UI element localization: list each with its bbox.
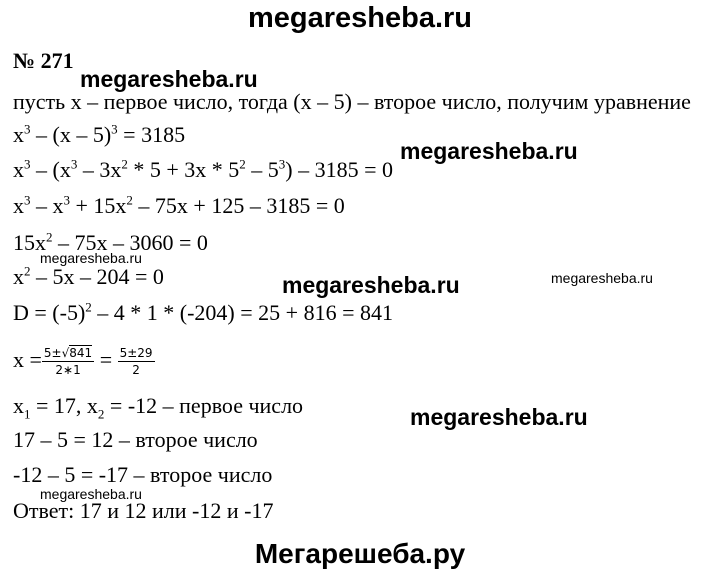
line-simplify: $x^3 - x^3 + 15x^2 - 75x + 125 - 3185 = 0$ — [13, 192, 345, 218]
line-roots-formula: x = $\frac{5\pm√841}{2∗1}$ = $\frac{5\pm 29}{2}$ — [13, 346, 153, 378]
line-answer: Ответ: 17 и 12 или -12 и -17 — [13, 498, 274, 523]
line-quadratic: $15x^2 - 75x - 3060 = 0$ — [13, 229, 208, 255]
line-discriminant: $D = (-5)^2 - 4 * 1 * (-204) = 25 + 816 = 841$ — [13, 299, 393, 325]
fraction-2: $\frac{5\pm 29}{2}$ — [119, 346, 153, 378]
line-equation: $x^3 - (x - 5)^3 = 3185$ — [13, 121, 186, 147]
watermark-top: megaresheba.ru — [247, 2, 473, 34]
line-let-x: пусть x – первое число, тогда (x – 5) – второе число, получим уравнение — [13, 89, 691, 114]
line-expansion: $x^3 - (x^3 - 3x^2 * 5 + 3x * 5^2 - 5^3) - 3185 = 0$ — [13, 156, 393, 182]
watermark-5: megaresheba.ru — [551, 270, 653, 286]
watermark-7: megaresheba.ru — [40, 486, 142, 502]
fraction-1: $\frac{5\pm√841}{2∗1}$ — [43, 346, 93, 378]
watermark-2: megaresheba.ru — [400, 138, 578, 164]
line-roots: $x_1 = 17$, $x_2 = -12$ – первое число — [13, 393, 304, 422]
watermark-4: megaresheba.ru — [282, 272, 460, 298]
watermark-3: megaresheba.ru — [40, 250, 142, 266]
watermark-bottom: Мегарешеба.ру — [254, 538, 466, 569]
line-second-number-1: 17 – 5 = 12 – второе число — [13, 427, 258, 452]
line-second-number-2: -12 – 5 = -17 – второе число — [13, 462, 273, 487]
watermark-1: megaresheba.ru — [80, 66, 258, 92]
watermark-6: megaresheba.ru — [410, 404, 588, 430]
problem-number: № 271 — [13, 48, 74, 73]
line-reduced: $x^2 - 5x - 204 = 0$ — [13, 263, 164, 289]
